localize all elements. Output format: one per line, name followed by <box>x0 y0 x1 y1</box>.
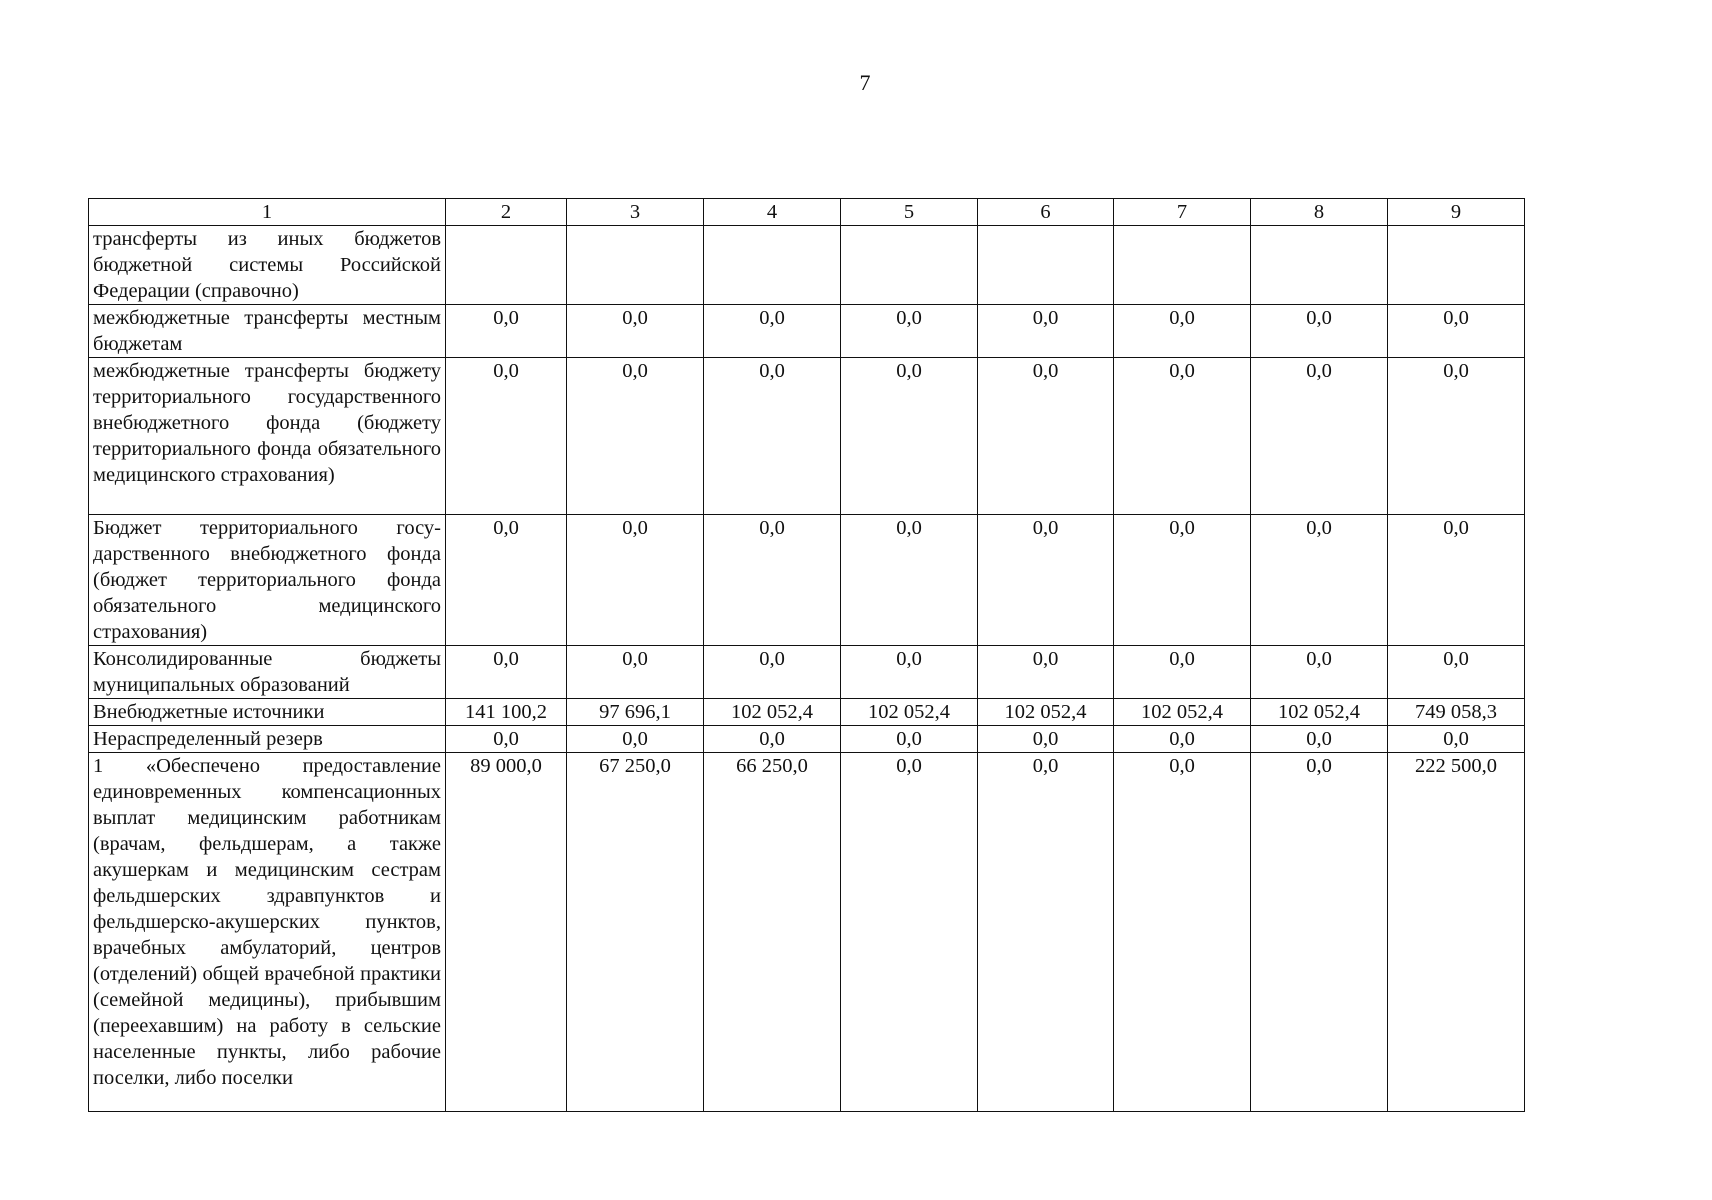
table-cell: 0,0 <box>978 305 1114 358</box>
table-cell: 0,0 <box>841 305 978 358</box>
table-cell: 0,0 <box>841 753 978 1112</box>
table-cell: 0,0 <box>446 646 567 699</box>
table-cell: 141 100,2 <box>446 699 567 726</box>
table-row <box>89 226 1525 305</box>
column-header: 3 <box>567 199 704 226</box>
table-cell: 97 696,1 <box>567 699 704 726</box>
column-header: 1 <box>89 199 446 226</box>
row-label: межбюджетные трансферты местным бюджетам <box>89 305 446 358</box>
table-cell <box>1251 226 1388 305</box>
table-cell: 0,0 <box>704 305 841 358</box>
table-cell: 0,0 <box>704 726 841 753</box>
table-cell: 0,0 <box>446 305 567 358</box>
table-cell: 0,0 <box>446 358 567 515</box>
budget-table <box>88 198 1525 1112</box>
table-cell: 0,0 <box>1114 726 1251 753</box>
table-cell: 0,0 <box>1388 646 1525 699</box>
table-cell: 0,0 <box>567 515 704 646</box>
table-cell <box>1388 226 1525 305</box>
column-header: 9 <box>1388 199 1525 226</box>
table-cell <box>567 226 704 305</box>
table-cell: 102 052,4 <box>704 699 841 726</box>
table-cell: 0,0 <box>704 646 841 699</box>
table-cell: 0,0 <box>1251 305 1388 358</box>
table-cell: 0,0 <box>978 358 1114 515</box>
column-header: 8 <box>1251 199 1388 226</box>
table-cell: 0,0 <box>567 646 704 699</box>
table-cell: 0,0 <box>704 515 841 646</box>
table-cell: 0,0 <box>446 515 567 646</box>
page-number: 7 <box>859 70 871 95</box>
table-cell: 0,0 <box>978 726 1114 753</box>
table-cell: 0,0 <box>1251 515 1388 646</box>
table-cell: 0,0 <box>1388 515 1525 646</box>
table-cell: 102 052,4 <box>841 699 978 726</box>
table-cell: 0,0 <box>567 726 704 753</box>
table-row <box>89 646 1525 699</box>
row-label: Внебюджетные источники <box>89 699 446 726</box>
table-cell: 222 500,0 <box>1388 753 1525 1112</box>
table-cell: 0,0 <box>1388 305 1525 358</box>
table-cell: 0,0 <box>978 515 1114 646</box>
table-cell: 0,0 <box>1251 753 1388 1112</box>
table-cell: 0,0 <box>1388 358 1525 515</box>
table-header-row <box>89 199 1525 226</box>
row-label: Бюджет территориального государственного внебюджетного фонда (бюджет территориального фонда обязательного медицинского страхования) <box>89 515 446 646</box>
table-cell: 102 052,4 <box>1251 699 1388 726</box>
table-cell: 749 058,3 <box>1388 699 1525 726</box>
table-cell: 0,0 <box>1251 358 1388 515</box>
table-cell: 0,0 <box>841 646 978 699</box>
table-cell: 0,0 <box>1114 646 1251 699</box>
table-row <box>89 358 1525 515</box>
row-label: трансферты из иных бюджетов бюджетной системы Российской Федерации (справочно) <box>89 226 446 305</box>
table-cell: 66 250,0 <box>704 753 841 1112</box>
table-row <box>89 699 1525 726</box>
table-row <box>89 726 1525 753</box>
row-label: межбюджетные трансферты бюджету территориального государственного внебюджетного фонда (бюджету территориального фонда обязательного медицинского страхования) <box>89 358 446 515</box>
table-cell: 0,0 <box>1114 305 1251 358</box>
row-label: 1 «Обеспечено предоставление единовременных компенсационных выплат медицинским работникам (врачам, фельдшерам, а также акушеркам и медицинским сестрам фельдшерских здравпунктов и фельдшерско-акушерских пунктов, врачебных амбулаторий, центров (отделений) общей врачебной практики (семейной медицины), прибывшим (переехавшим) на работу в сельские населенные пункты, либо рабочие поселки, либо поселки <box>89 753 446 1112</box>
row-label: Консолидированные бюджеты муниципальных образований <box>89 646 446 699</box>
table-cell: 0,0 <box>1114 358 1251 515</box>
table-cell: 89 000,0 <box>446 753 567 1112</box>
table-cell: 0,0 <box>1114 753 1251 1112</box>
table-cell: 0,0 <box>978 753 1114 1112</box>
table-cell: 0,0 <box>1251 646 1388 699</box>
column-header: 4 <box>704 199 841 226</box>
table-cell: 0,0 <box>1388 726 1525 753</box>
table-cell: 0,0 <box>978 646 1114 699</box>
table-cell: 102 052,4 <box>1114 699 1251 726</box>
table-cell: 0,0 <box>446 726 567 753</box>
table-cell: 0,0 <box>841 515 978 646</box>
table-cell: 0,0 <box>1114 515 1251 646</box>
table-cell: 0,0 <box>704 358 841 515</box>
column-header: 7 <box>1114 199 1251 226</box>
row-label: Нераспределенный резерв <box>89 726 446 753</box>
table-cell: 0,0 <box>841 358 978 515</box>
column-header: 6 <box>978 199 1114 226</box>
table-cell <box>841 226 978 305</box>
table-cell <box>1114 226 1251 305</box>
column-header: 2 <box>446 199 567 226</box>
table-cell: 0,0 <box>841 726 978 753</box>
table-cell: 0,0 <box>567 305 704 358</box>
table-cell: 67 250,0 <box>567 753 704 1112</box>
table-row <box>89 515 1525 646</box>
table-cell <box>978 226 1114 305</box>
table-cell: 0,0 <box>1251 726 1388 753</box>
table-cell <box>446 226 567 305</box>
table-cell: 0,0 <box>567 358 704 515</box>
table-cell <box>704 226 841 305</box>
table-row <box>89 305 1525 358</box>
column-header: 5 <box>841 199 978 226</box>
table-row <box>89 753 1525 1112</box>
table-cell: 102 052,4 <box>978 699 1114 726</box>
